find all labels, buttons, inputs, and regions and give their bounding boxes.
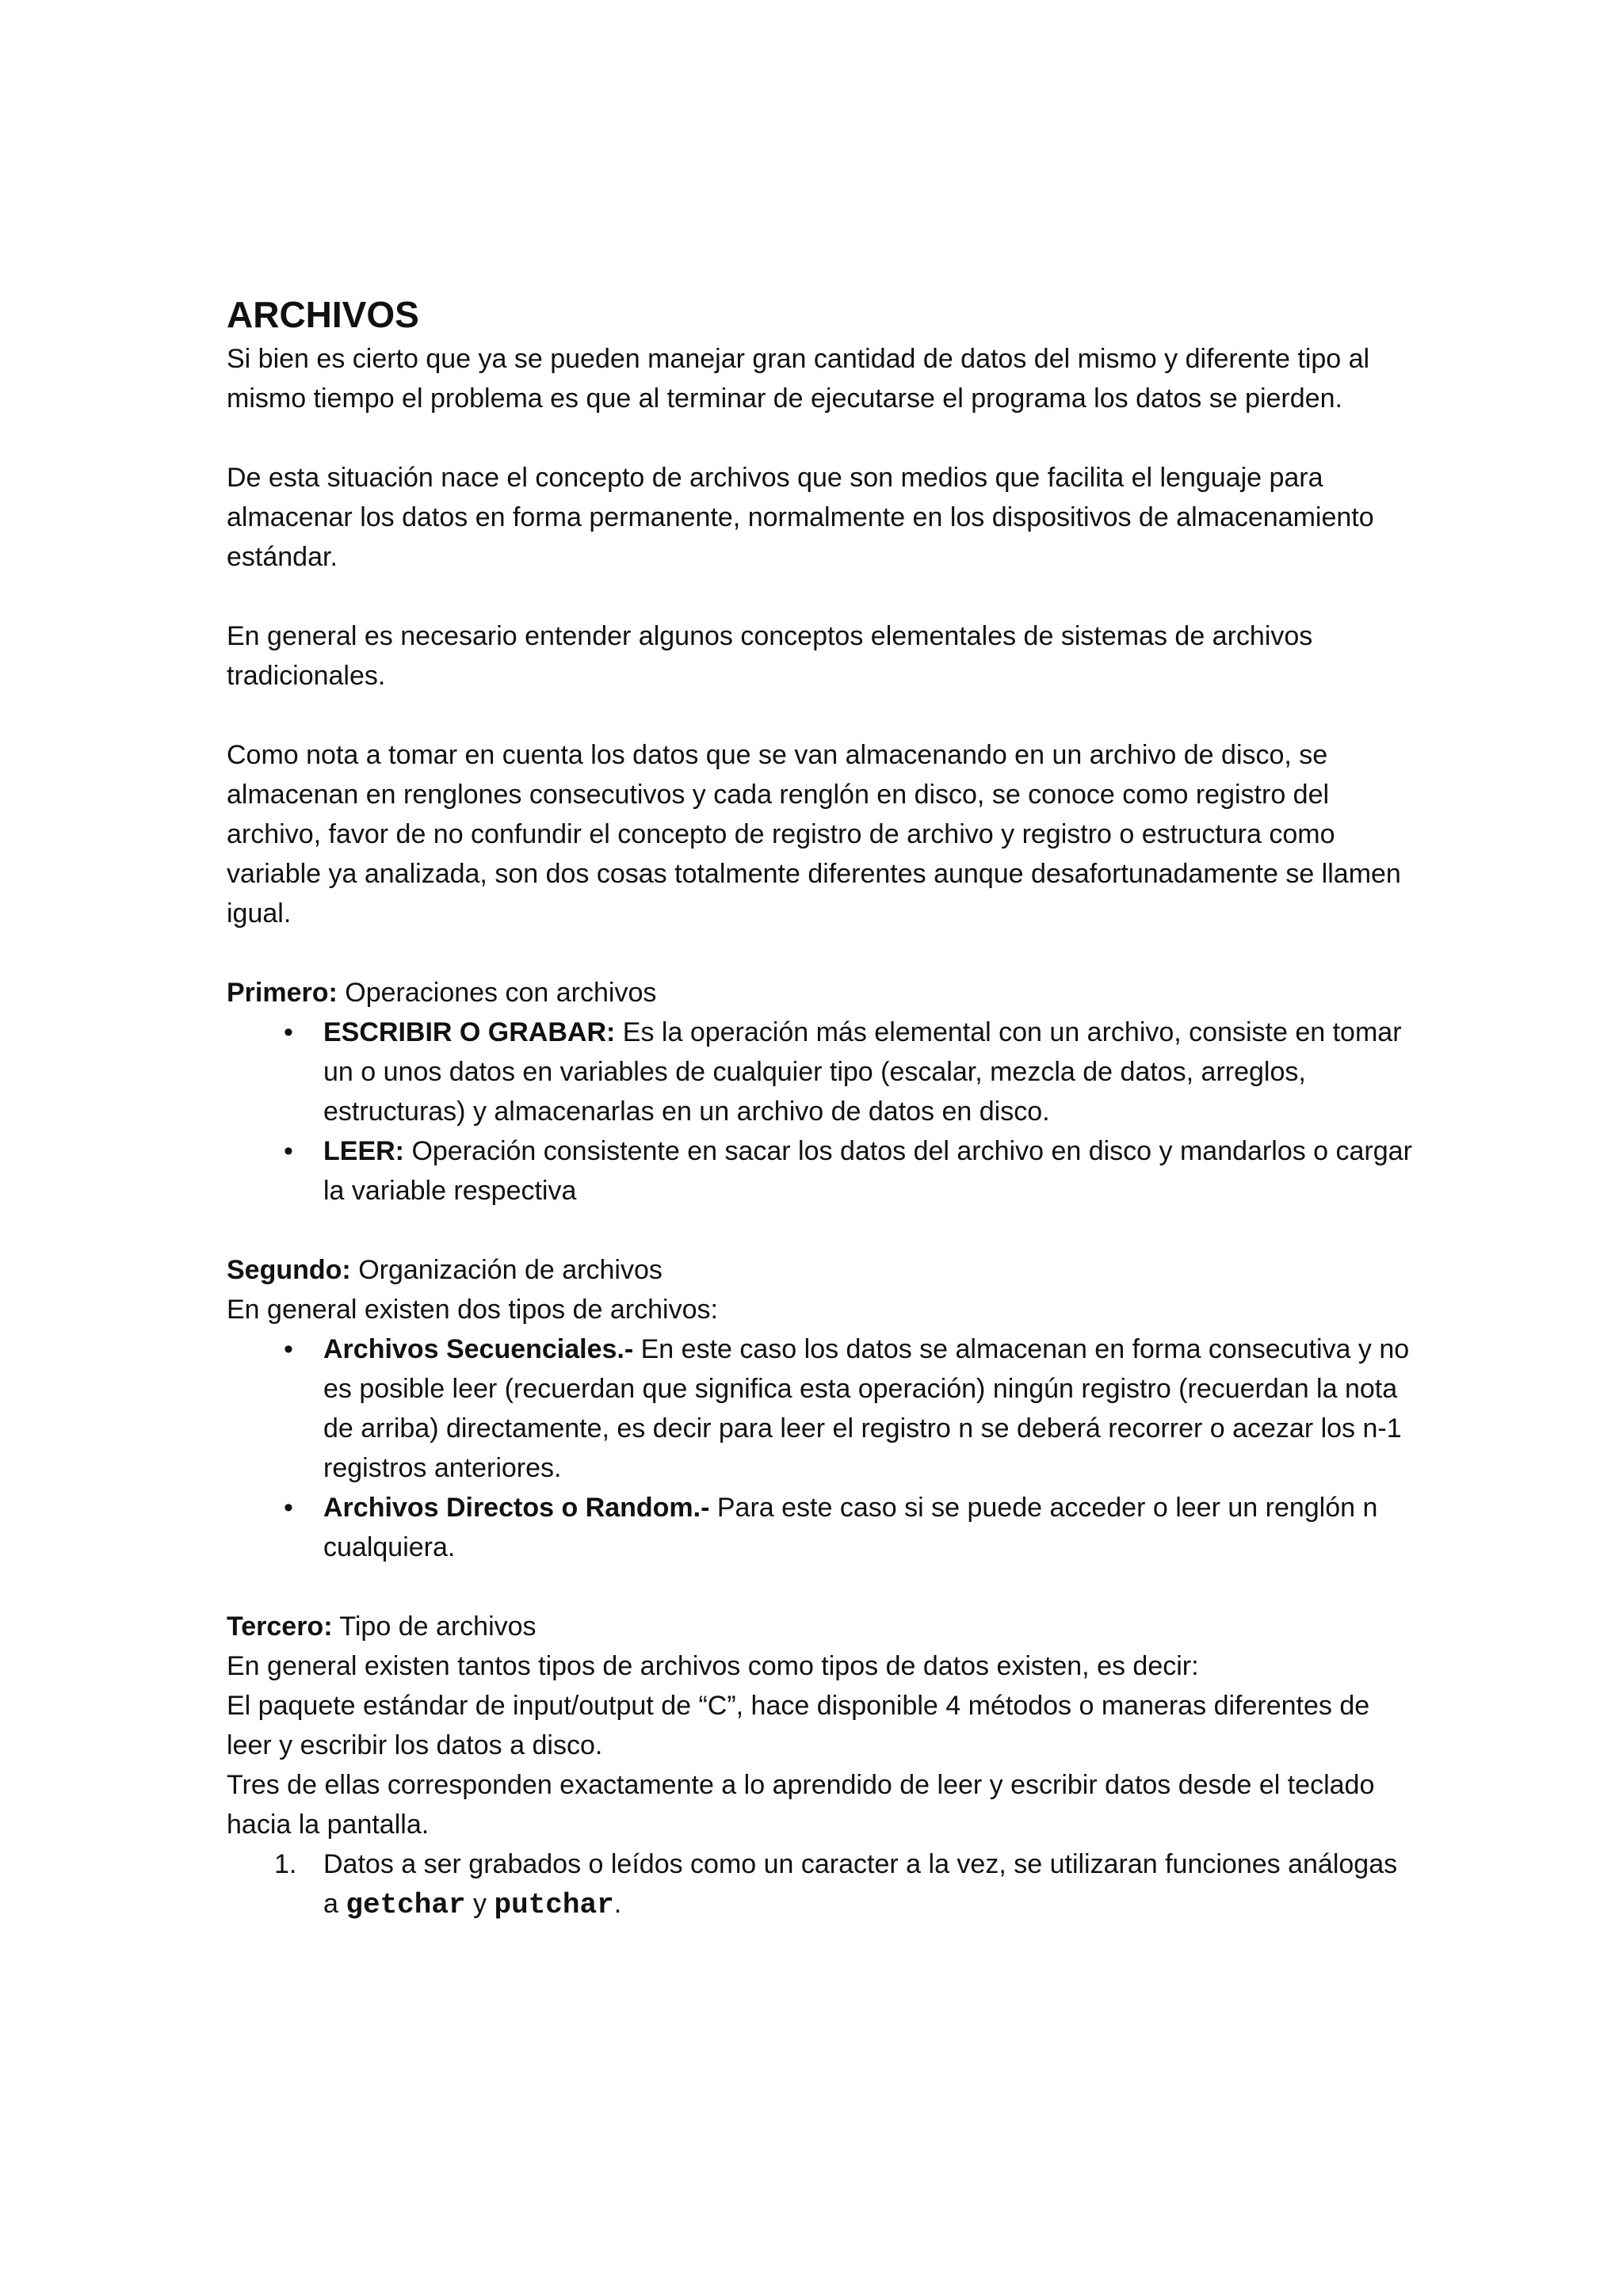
section-intro: En general existen dos tipos de archivos: (227, 1295, 718, 1325)
list-item-desc: Para este caso si se puede acceder o leer un renglón n cualquiera. (323, 1493, 1378, 1562)
bullet-icon: • (284, 1334, 293, 1364)
list-item (227, 1329, 1415, 1488)
section-title: Organización de archivos (350, 1255, 663, 1285)
paragraph-general: En general es necesario entender algunos conceptos elementales de sistemas de archivos tradicionales. (227, 621, 1313, 691)
list-item-desc: Operación consistente en sacar los datos del archivo en disco y mandarlos o cargar la variable respectiva (323, 1136, 1412, 1206)
code-putchar: putchar (494, 1889, 614, 1921)
spacer (227, 418, 1415, 458)
section-title: Operaciones con archivos (337, 978, 657, 1008)
section-label: Segundo: (227, 1255, 351, 1285)
paragraph-intro: Si bien es cierto que ya se pueden manejar gran cantidad de datos del mismo y diferente tipo al mismo tiempo el problema es que al terminar de ejecutarse el programa los datos se pierden. (227, 344, 1370, 414)
list-number: 1. (274, 1849, 297, 1879)
bullet-list-operations (227, 1013, 1415, 1211)
list-item-term: LEER: (323, 1136, 404, 1166)
section-line: El paquete estándar de input/output de “C”, hace disponible 4 métodos o maneras diferentes de leer y escribir los datos a disco. (227, 1691, 1370, 1760)
list-item (227, 1131, 1415, 1211)
list-item (227, 1488, 1415, 1567)
list-item-text: Datos a ser grabados o leídos como un caracter a la vez, se utilizaran funciones análogas a (323, 1849, 1398, 1919)
document-page (227, 292, 1415, 1925)
bullet-icon: • (284, 1017, 293, 1047)
spacer (227, 1211, 1415, 1250)
section-heading-primero (227, 973, 1415, 1013)
list-item-desc: En este caso los datos se almacenan en forma consecutiva y no es posible leer (recuerdan que significa esta operación) ningún registro (recuerdan la nota de arriba) directamente, es decir para leer el registro n se deberá recorrer o acezar los n-1 registros anteriores. (323, 1334, 1410, 1483)
numbered-list-methods (227, 1844, 1415, 1925)
list-item-term: ESCRIBIR O GRABAR: (323, 1017, 616, 1047)
spacer (227, 696, 1415, 735)
list-item-text: . (613, 1889, 622, 1919)
list-item-text: y (465, 1889, 495, 1919)
spacer (227, 577, 1415, 616)
section-heading-tercero (227, 1607, 1415, 1646)
bullet-icon: • (284, 1136, 293, 1166)
spacer (227, 1567, 1415, 1607)
paragraph-concept: De esta situación nace el concepto de archivos que son medios que facilita el lenguaje para almacenar los datos en forma permanente, normalmente en los dispositivos de almacenamiento estándar. (227, 463, 1374, 572)
section-line: Tres de ellas corresponden exactamente a lo aprendido de leer y escribir datos desde el teclado hacia la pantalla. (227, 1770, 1375, 1840)
list-item-desc: Es la operación más elemental con un archivo, consiste en tomar un o unos datos en variables de cualquier tipo (escalar, mezcla de datos, arreglos, estructuras) y almacenarlas en un archivo de datos en disco. (323, 1017, 1402, 1127)
section-line: En general existen tantos tipos de archivos como tipos de datos existen, es decir: (227, 1651, 1199, 1681)
section-label: Primero: (227, 978, 338, 1008)
list-item (227, 1844, 1415, 1925)
list-item (227, 1013, 1415, 1131)
section-label: Tercero: (227, 1611, 333, 1642)
page-title: ARCHIVOS (227, 294, 419, 335)
section-title: Tipo de archivos (332, 1611, 537, 1642)
bullet-list-organization (227, 1329, 1415, 1567)
bullet-icon: • (284, 1493, 293, 1523)
list-item-term: Archivos Secuenciales.- (323, 1334, 634, 1364)
code-getchar: getchar (346, 1889, 466, 1921)
section-heading-segundo (227, 1250, 1415, 1290)
list-item-term: Archivos Directos o Random.- (323, 1493, 710, 1523)
spacer (227, 933, 1415, 973)
paragraph-note: Como nota a tomar en cuenta los datos que se van almacenando en un archivo de disco, se almacenan en renglones consecutivos y cada renglón en disco, se conoce como registro del archivo, favor de no confundir el concepto de registro de archivo y registro o estructura como variable ya analizada, son dos cosas totalmente diferentes aunque desafortunadamente se llamen igual. (227, 740, 1401, 929)
